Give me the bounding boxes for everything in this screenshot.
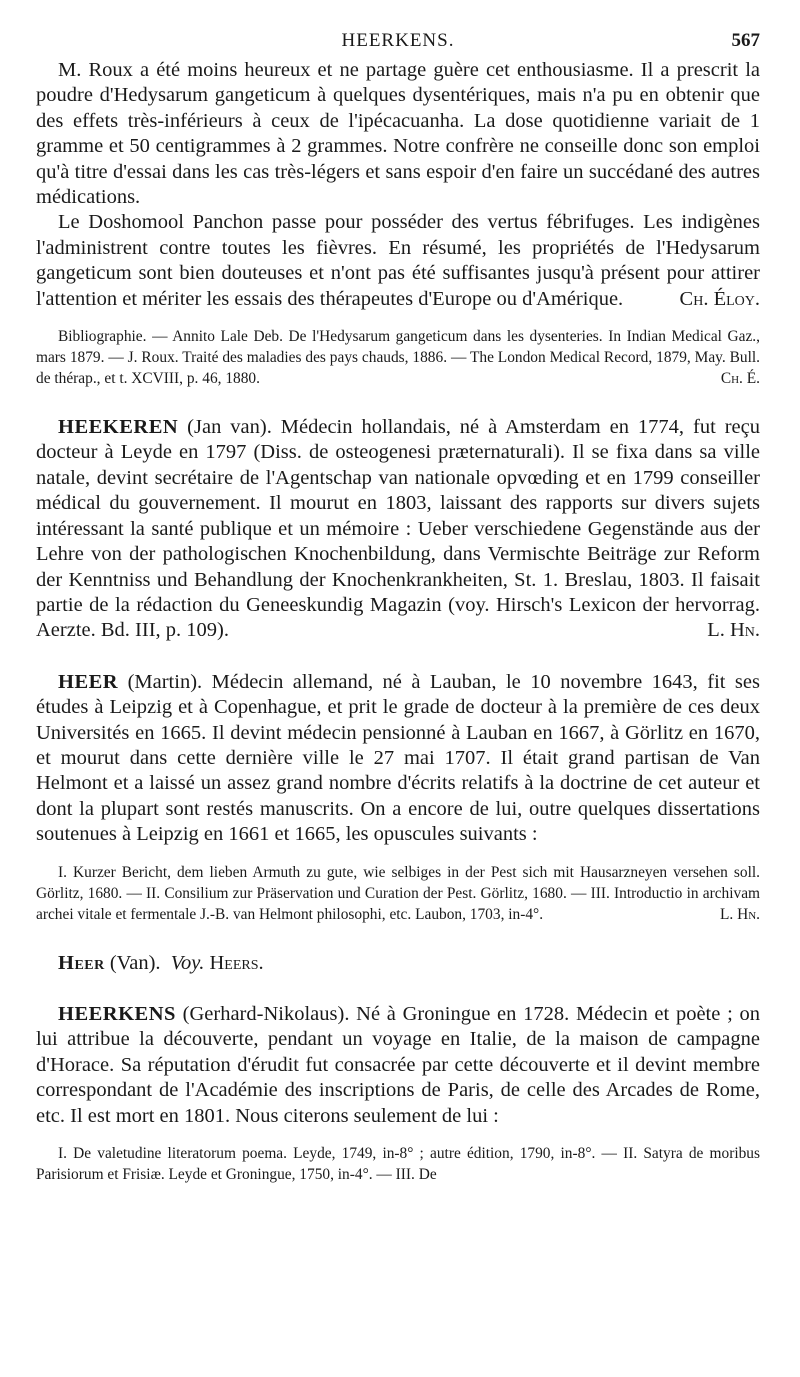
entry-heekeren	[36, 415, 760, 644]
entry-heer-martin	[36, 670, 760, 848]
heer-martin-signature: L. Hn.	[719, 905, 760, 923]
heer-van-crossref: Voy.	[170, 951, 205, 974]
heer-martin-works-text: I. Kurzer Bericht, dem lieben Armuth zu gute, wie selbiges in der Pest sich mit Hausarzneyen versehen soll. Görlitz, 1680. — II. Consilium zur Präservation und Curation der Pest. Görlitz, 1680. — III. Introductio in archivam archei vitale et fermentale J.-B. van Helmont philosophi, etc. Laubon, 1703, in-4°.	[36, 863, 760, 923]
headword-heekeren: HEEKEREN	[58, 416, 179, 439]
eloy-bibliography	[36, 326, 760, 389]
heer-van-target: Heers.	[209, 951, 264, 974]
heekeren-body: (Jan van). Médecin hollandais, né à Amsterdam en 1774, fut reçu docteur à Leyde en 1797 (Diss. de osteogenesi præternaturali). Il se fixa dans sa ville natale, devint secrétaire de l'Agentschap van nationale opvœding et en 1799 conseiller médical du gouvernement. Il mourut en 1803, laissant des rapports sur divers sujets intéressant la santé publique et un mémoire : Ueber verschiedene Gegenstände aus der Lehre von der pathologischen Knochenbildung, dans Vermischte Beiträge zur Reform der Kenntniss und Behandlung der Knochenkrankheiten, St. 1. Breslau, 1803. Il faisait partie de la rédaction du Geneeskundig Magazin (voy. Hirsch's Lexicon der hervorrag. Aerzte. Bd. III, p. 109).	[36, 416, 761, 642]
page-number: 567	[731, 30, 760, 51]
running-title: HEERKENS.	[341, 30, 455, 51]
eloy-paragraph-2	[36, 210, 760, 312]
eloy-paragraph-1: M. Roux a été moins heureux et ne partage guère cet enthousiasme. Il a prescrit la poudre d'Hedysarum gangeticum à quelques dysentériques, mais n'a pu en obtenir que des effets très-inférieurs à ceux de l'ipécacuanha. La dose quotidienne variait de 1 gramme et 50 centigrammes à 2 grammes. Notre confrère ne conseille donc son emploi qu'à titre d'essai dans les cas très-légers et sans espoir d'en faire un succédané des autres médications.	[36, 59, 760, 209]
bibliography-signature: Ch. É.	[720, 370, 760, 388]
entry-heer-van	[36, 951, 760, 976]
headword-heerkens: HEERKENS	[58, 1002, 176, 1025]
eloy-signature: Ch. Éloy.	[679, 287, 760, 310]
headword-heer-van: Heer	[58, 951, 105, 974]
page-header	[36, 30, 760, 58]
heer-martin-body: (Martin). Médecin allemand, né à Lauban, le 10 novembre 1643, fit ses études à Leipzig et à Copenhague, et prit le grade de docteur à la première de ces deux Universités en 1665. Il devint médecin pensionné à Lauban en 1667, à Görlitz en 1670, et mourut dans cette dernière ville le 27 mai 1707. Il était grand partisan de Van Helmont et a laissé un assez grand nombre d'écrits relatifs à la doctrine de cet auteur et dont la plupart sont restés manuscrits. On a encore de lui, outre quelques dissertations soutenues à Leipzig en 1661 et 1665, les opuscules suivants :	[36, 670, 760, 846]
heerkens-body: (Gerhard-Nikolaus). Né à Groningue en 1728. Médecin et poète ; on lui attribue la découverte, pendant un voyage en Italie, de la maison de campagne d'Horace. Sa réputation d'érudit fut consacrée par cette découverte et il devint membre correspondant de l'Académie des inscriptions de Paris, de celle des Arcades de Rome, etc. Il est mort en 1801. Nous citerons seulement de lui :	[36, 1002, 760, 1127]
entry-heerkens	[36, 1002, 760, 1129]
heekeren-signature: L. Hn.	[707, 619, 760, 642]
eloy-paragraph-2-text: Le Doshomool Panchon passe pour posséder des vertus fébrifuges. Les indigènes l'administrent contre toutes les fièvres. En résumé, les propriétés de l'Hedysarum gangeticum sont bien douteuses et n'ont pas été suffisantes jusqu'à présent pour attirer l'attention et mériter les essais des thérapeutes d'Europe ou d'Amérique.	[36, 211, 760, 310]
bibliography-text: Bibliographie. — Annito Lale Deb. De l'Hedysarum gangeticum dans les dysenteries. In Indian Medical Gaz., mars 1879. — J. Roux. Traité des maladies des pays chauds, 1886. — The London Medical Record, 1879, May. Bull. de thérap., et t. XCVIII, p. 46, 1880.	[36, 328, 760, 388]
heer-van-name: (Van).	[109, 951, 161, 974]
heerkens-works: I. De valetudine literatorum poema. Leyde, 1749, in-8° ; autre édition, 1790, in-8°. — II. Satyra de moribus Parisiorum et Frisiæ. Leyde et Groningue, 1750, in-4°. — III. De	[36, 1145, 760, 1183]
heer-martin-works	[36, 862, 760, 925]
headword-heer: HEER	[58, 670, 119, 693]
